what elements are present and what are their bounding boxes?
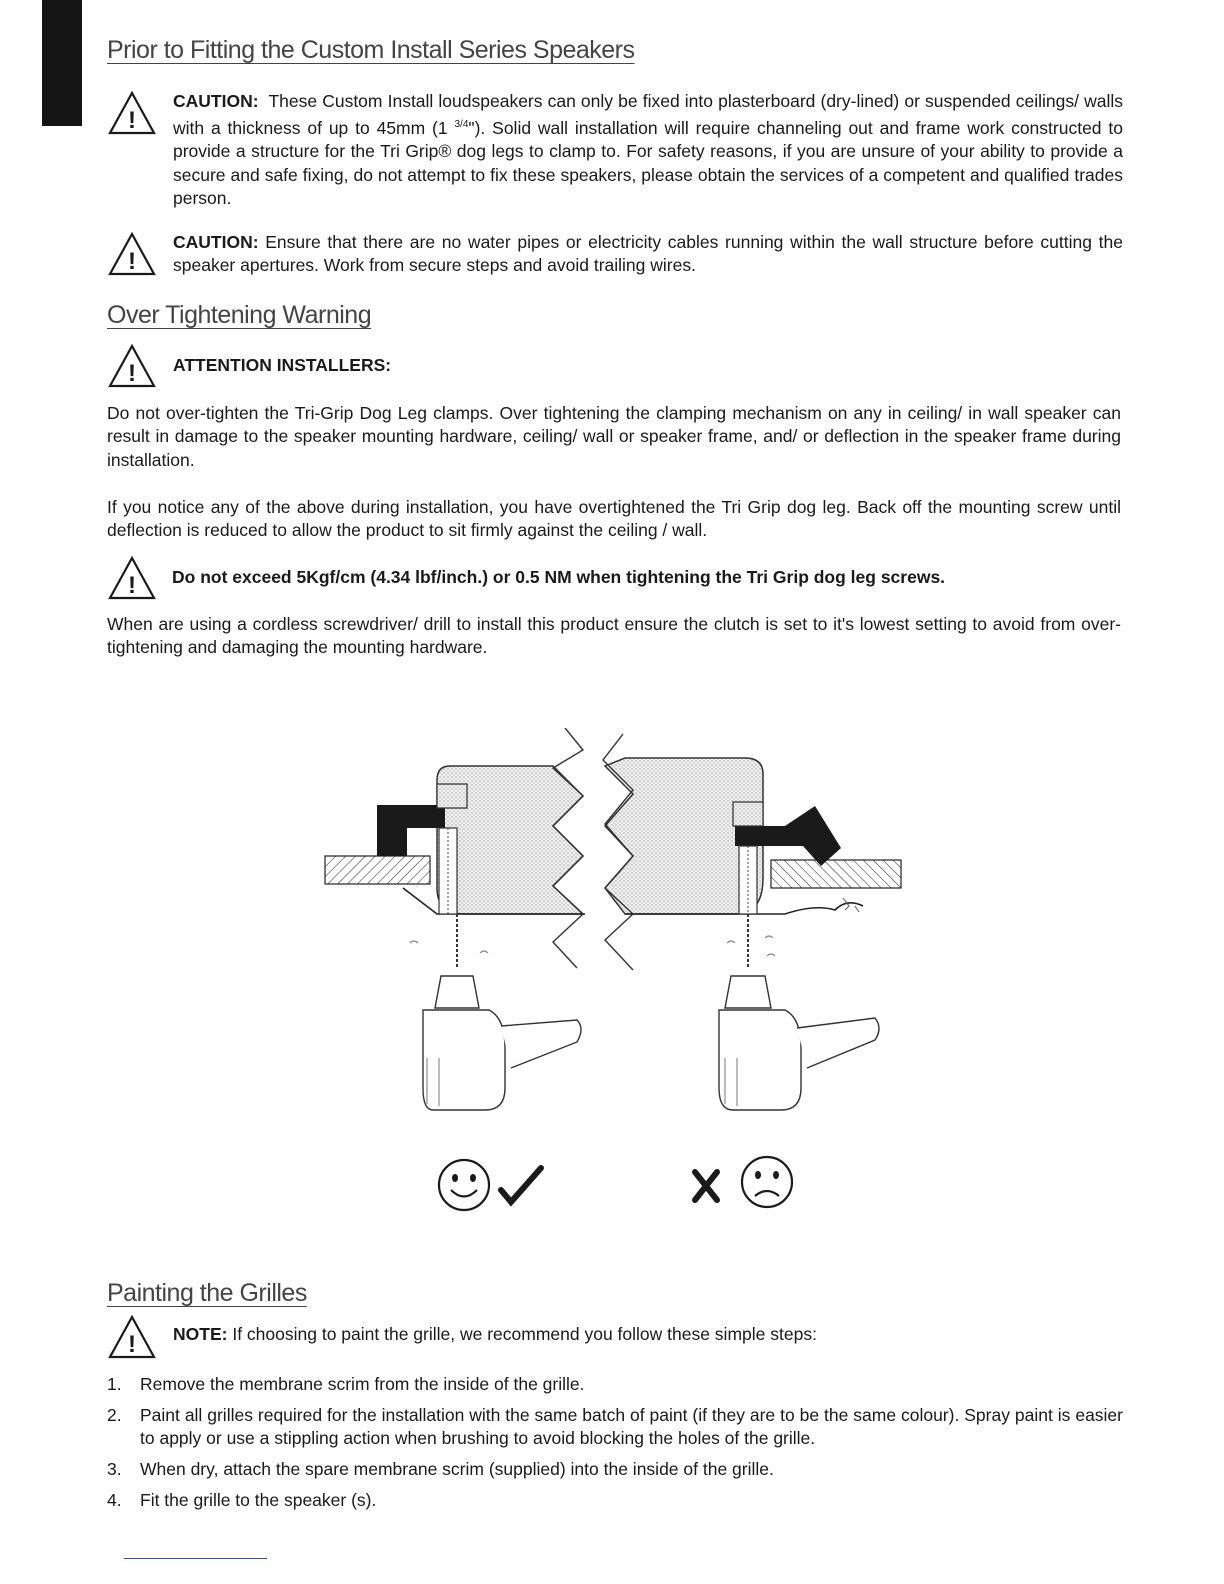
svg-text:!: ! <box>128 107 136 134</box>
fraction-three-quarters: 3/4 <box>454 119 469 131</box>
incorrect-installation-drawing <box>603 734 901 1110</box>
step-number: 2. <box>107 1404 122 1425</box>
step-text: When dry, attach the spare membrane scrim (supplied) into the inside of the grille. <box>140 1458 774 1479</box>
warning-icon <box>107 231 157 277</box>
torque-warning-block <box>107 555 1123 599</box>
step-text: Paint all grilles required for the installation with the same batch of paint (if they are to be the same colour). Spray paint is easier to apply or use a stippling action when brushing to avoid blocking the holes of the grille. <box>140 1404 1123 1449</box>
note-label: NOTE: <box>173 1324 228 1344</box>
check-mark-icon <box>501 1168 541 1202</box>
step-number: 3. <box>107 1458 122 1479</box>
page-edge-tab <box>42 0 82 126</box>
step-number: 4. <box>107 1489 122 1510</box>
smiley-face-icon <box>439 1160 489 1210</box>
svg-text:!: ! <box>128 572 136 599</box>
caution-label: CAUTION: <box>173 91 259 111</box>
correct-installation-drawing <box>325 728 585 1110</box>
warning-icon <box>107 555 157 601</box>
footer-rule <box>124 1558 267 1559</box>
step-text: Fit the grille to the speaker (s). <box>140 1489 377 1510</box>
overtighten-paragraph: Do not over-tighten the Tri-Grip Dog Leg clamps. Over tightening the clamping mechanism on any in ceiling/ in wall speaker can result in damage to the speaker mounting hardware, ceiling/ wall or speaker frame, and/ or deflection in the speaker frame during installation. <box>107 403 1121 470</box>
deflection-paragraph: If you notice any of the above during installation, you have overtightened the Tri Grip dog leg. Back off the mounting screw until deflection is reduced to allow the product to sit firmly against the ceiling / wall. <box>107 497 1121 541</box>
caution-fixing-text <box>173 90 1123 210</box>
heading-prior-to-fitting: Prior to Fitting the Custom Install Series Speakers <box>107 36 635 64</box>
painting-steps-list <box>107 1373 1123 1519</box>
svg-text:!: ! <box>128 248 136 275</box>
step-number: 1. <box>107 1374 122 1394</box>
list-item <box>107 1404 1123 1451</box>
tightening-diagram <box>315 728 915 1233</box>
heading-over-tightening: Over Tightening Warning <box>107 301 372 329</box>
note-text: If choosing to paint the grille, we recommend you follow these simple steps: <box>232 1324 817 1344</box>
caution-label: CAUTION: <box>173 232 259 252</box>
warning-icon <box>107 343 157 389</box>
caution-fixing-body-cont: "). Solid wall installation will require channeling out and frame work constructed to provide a structure for the Tri Grip® dog legs to clamp to. For safety reasons, if you are unsure of your ability to provide a secure and safe fixing, do not attempt to fix these speakers, please obtain the services of a competent and qualified trades person. <box>173 118 1123 209</box>
caution-fixing-body: These Custom Install loudspeakers can only be fixed into plasterboard (dry-lined) or suspended ceilings/ walls with a thickness of up to 45mm (1 <box>173 91 1123 139</box>
svg-text:!: ! <box>128 1331 136 1358</box>
attention-block <box>107 343 1123 387</box>
svg-text:!: ! <box>128 360 136 387</box>
heading-painting-grilles: Painting the Grilles <box>107 1279 307 1307</box>
caution-pipes-body: Ensure that there are no water pipes or electricity cables running within the wall structure before cutting the speaker apertures. Work from secure steps and avoid trailing wires. <box>173 232 1123 276</box>
sad-face-icon <box>742 1157 792 1207</box>
list-item <box>107 1489 1123 1512</box>
cross-mark-icon <box>695 1172 717 1200</box>
attention-label: ATTENTION INSTALLERS: <box>173 355 392 375</box>
list-item <box>107 1458 1123 1481</box>
warning-icon <box>107 1314 157 1360</box>
step-text: Remove the membrane scrim from the inside of the grille. <box>140 1374 585 1394</box>
caution-block-fixing <box>107 90 1123 210</box>
tightening-illustration <box>315 728 915 1228</box>
caution-block-pipes <box>107 231 1123 278</box>
caution-pipes-text <box>173 231 1123 278</box>
torque-limit-text: Do not exceed 5Kgf/cm (4.34 lbf/inch.) or 0.5 NM when tightening the Tri Grip dog leg screws. <box>172 567 946 587</box>
cordless-drill-paragraph: When are using a cordless screwdriver/ drill to install this product ensure the clutch is set to it's lowest setting to avoid from over-tightening and damaging the mounting hardware. <box>107 614 1121 658</box>
note-block <box>107 1314 1123 1358</box>
list-item <box>107 1373 1123 1396</box>
warning-icon <box>107 90 157 136</box>
